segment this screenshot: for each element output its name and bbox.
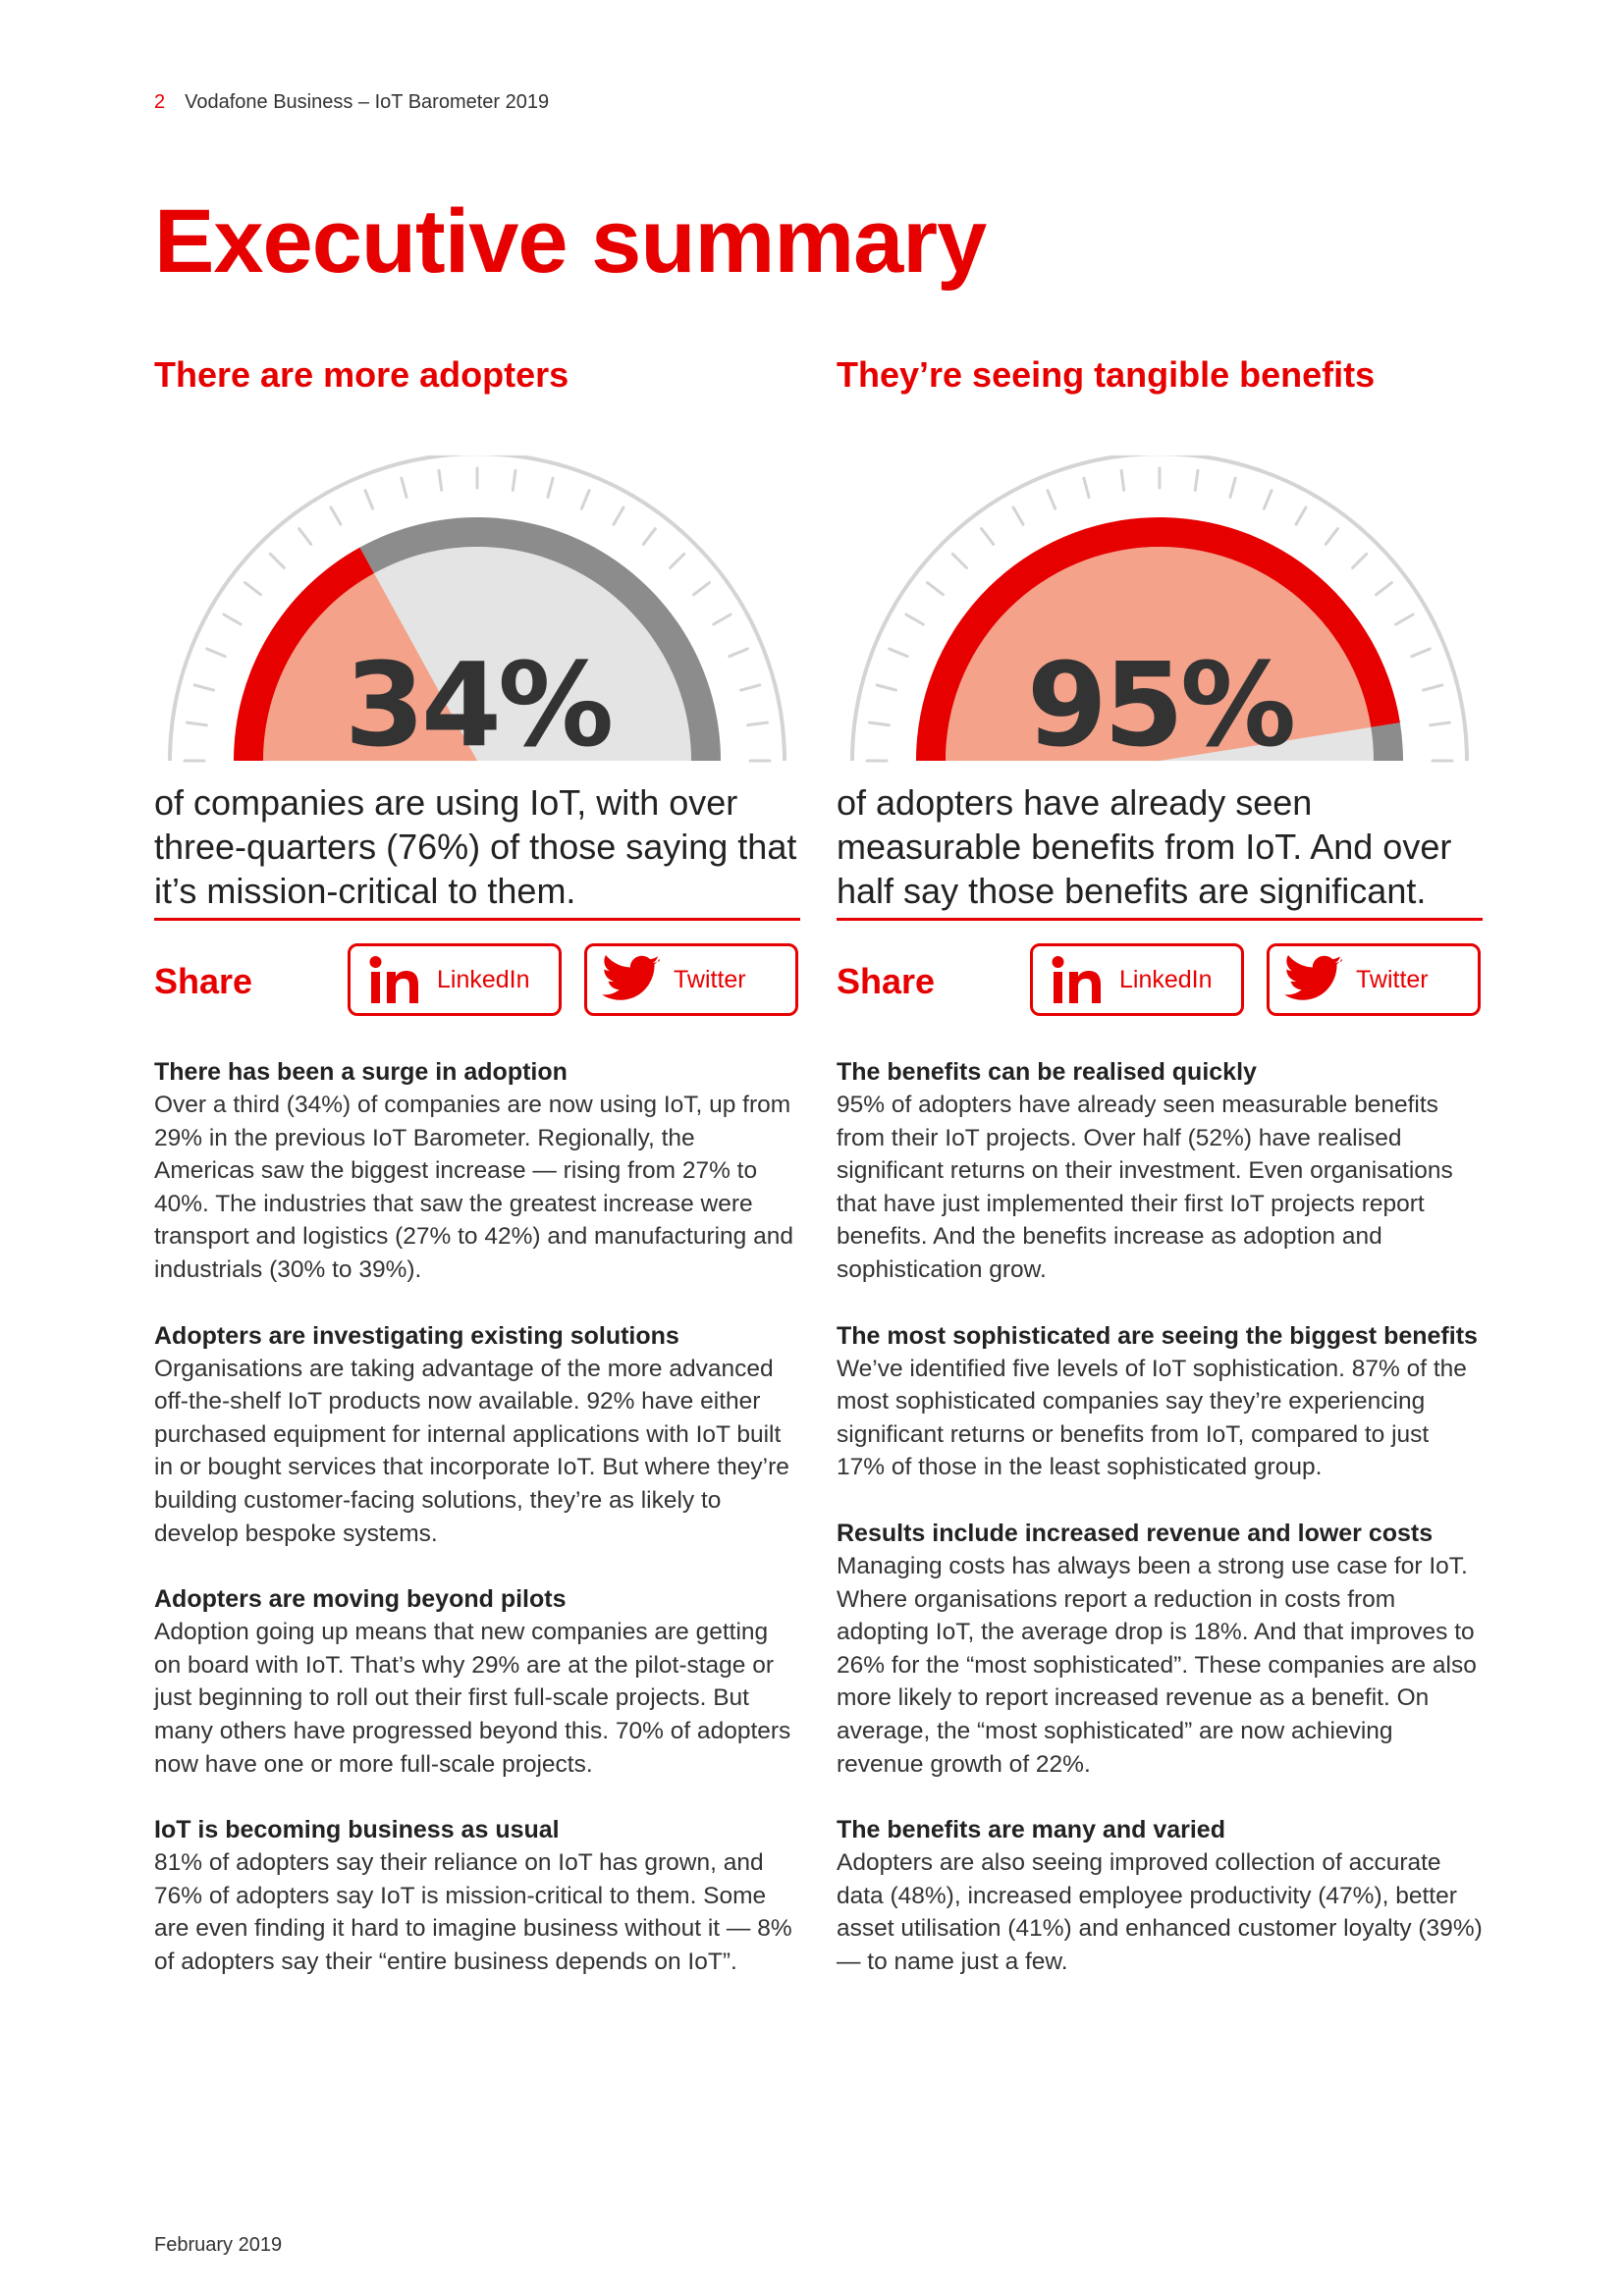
section-text: 95% of adopters have already seen measurable benefits from their IoT projects. Over half (52%) have realised significant returns on their investment. Even organisations that have just implemented their first IoT projects report benefits. And the benefits increase as adoption and sophistication grow. (837, 1092, 1453, 1283)
share-label: Share (154, 961, 253, 1001)
gauge-tick (1412, 649, 1430, 657)
section-title: There has been a surge in adoption (154, 1058, 568, 1086)
gauge-tick (207, 649, 225, 657)
gauge-tick (1296, 507, 1306, 524)
gauge-tick (299, 529, 311, 545)
twitter-label: Twitter (674, 965, 746, 993)
linkedin-icon (1043, 950, 1111, 1009)
column-benefits (837, 353, 1483, 2010)
gauge-tick (581, 491, 589, 508)
gauge-chart (837, 455, 1483, 763)
gauge-tick (1084, 478, 1089, 497)
gauge-tick (1353, 554, 1367, 567)
share-bar (837, 943, 1483, 1020)
section (837, 1813, 1483, 1978)
gauge-tick (741, 685, 760, 690)
section-text: Organisations are taking advantage of the more advanced off-the-shelf IoT products now available. 92% have either purchased equipment for internal applications with IoT built in or bought services that incorporate IoT. But where they’re building customer-facing solutions, they’re as likely to develop bespoke systems. (154, 1355, 789, 1547)
page-title: Executive summary (154, 191, 987, 292)
twitter-share-button[interactable] (1267, 943, 1481, 1016)
twitter-bird-icon (1279, 950, 1348, 1009)
gauge-tick (1396, 614, 1413, 624)
gauge-tick (748, 722, 768, 725)
gauge-tick (188, 722, 207, 725)
gauge-tick (870, 722, 890, 725)
section-title: Adopters are moving beyond pilots (154, 1585, 567, 1614)
section-text: Over a third (34%) of companies are now using IoT, up from 29% in the previous IoT Barometer. Regionally, the Americas saw the biggest increase — rising from 27% to 40%. The industries that saw the greatest increase were transport and logistics (27% to 42%) and manufacturing and industrials (30% to 39%). (154, 1092, 793, 1283)
gauge-tick (906, 614, 923, 624)
gauge-tick (331, 507, 341, 524)
gauge-tick (1195, 471, 1198, 491)
gauge-tick (365, 491, 373, 508)
gauge-tick (270, 554, 284, 567)
section (837, 1319, 1483, 1484)
gauge-tick (402, 478, 406, 497)
section-title: The benefits can be realised quickly (837, 1058, 1257, 1086)
gauge-tick (1048, 491, 1056, 508)
gauge-value: 34% (344, 637, 611, 763)
page-number: 2 (154, 91, 166, 113)
linkedin-share-button[interactable] (1030, 943, 1244, 1016)
gauge-tick (671, 554, 684, 567)
gauge-tick (1264, 491, 1272, 508)
twitter-label: Twitter (1356, 965, 1429, 993)
running-title: Vodafone Business – IoT Barometer 2019 (185, 91, 550, 113)
gauge-tick (614, 507, 623, 524)
gauge-tick (245, 583, 261, 595)
section (837, 1517, 1483, 1781)
gauge-tick (513, 471, 515, 491)
gauge-tick (643, 529, 655, 545)
gauge-tick (928, 583, 944, 595)
gauge-tick (1424, 685, 1442, 690)
section-text: Managing costs has always been a strong use case for IoT. Where organisations report a reduction in costs from adopting IoT, the average drop is 18%. And that improves to 26% for the “most sophisticated”. These companies are also more likely to report increased revenue as a benefit. On average, the “most sophisticated” are now achieving revenue growth of 22%. (837, 1552, 1477, 1778)
section-title: Adopters are investigating existing solutions (154, 1321, 679, 1350)
column-heading: They’re seeing tangible benefits (837, 354, 1376, 395)
twitter-share-button[interactable] (584, 943, 798, 1016)
column-adopters (154, 353, 800, 2010)
gauge-tick (714, 614, 731, 624)
section-title: The benefits are many and varied (837, 1816, 1225, 1844)
gauge-tick (439, 471, 442, 491)
gauge-tick (694, 583, 710, 595)
gauge-tick (194, 685, 213, 690)
divider (837, 918, 1483, 921)
twitter-bird-icon (597, 950, 666, 1009)
divider (154, 918, 800, 921)
lead-statement: of adopters have already seen measurable benefits from IoT. And over half say those benefits are significant. (837, 782, 1452, 911)
share-label: Share (837, 961, 936, 1001)
gauge-tick (1326, 529, 1337, 545)
section (154, 1813, 800, 1978)
body-text (154, 1055, 800, 1978)
section-text: Adoption going up means that new companies are getting on board with IoT. That’s why 29% are at the pilot-stage or just beginning to roll out their first full-scale projects. But many others have progressed beyond this. 70% of adopters now have one or more full-scale projects. (154, 1619, 791, 1778)
gauge-tick (1230, 478, 1235, 497)
gauge-remaining-band (1371, 722, 1403, 761)
gauge-tick (1377, 583, 1392, 595)
footer-date: February 2019 (154, 2234, 283, 2256)
linkedin-share-button[interactable] (348, 943, 562, 1016)
section (837, 1055, 1483, 1287)
linkedin-icon (360, 950, 429, 1009)
linkedin-label: LinkedIn (437, 965, 530, 993)
section-title: The most sophisticated are seeing the biggest benefits (837, 1321, 1478, 1350)
linkedin-label: LinkedIn (1119, 965, 1213, 993)
gauge-tick (1431, 722, 1450, 725)
gauge-tick (1121, 471, 1124, 491)
gauge-value: 95% (1026, 637, 1293, 763)
section-text: 81% of adopters say their reliance on IoT has grown, and 76% of adopters say IoT is mission-critical to them. Some are even finding it hard to imagine business without it — 8% of adopters say their “entire business depends on IoT”. (154, 1849, 792, 1975)
running-header (154, 91, 549, 114)
gauge-tick (1013, 507, 1023, 524)
body-text (837, 1055, 1483, 1978)
column-heading: There are more adopters (154, 354, 569, 395)
section-title: IoT is becoming business as usual (154, 1816, 560, 1844)
section-text: Adopters are also seeing improved collection of accurate data (48%), increased employee productivity (47%), better asset utilisation (41%) and enhanced customer loyalty (39%) — to name just a few. (837, 1849, 1483, 1975)
lead-statement: of companies are using IoT, with over three-quarters (76%) of those saying that it’s mission-critical to them. (154, 782, 797, 911)
gauge-chart (154, 455, 800, 763)
gauge-tick (952, 554, 966, 567)
section (154, 1319, 800, 1551)
gauge-tick (982, 529, 994, 545)
section-title: Results include increased revenue and lower costs (837, 1519, 1434, 1547)
gauge-tick (890, 649, 907, 657)
share-bar (154, 943, 800, 1020)
gauge-tick (224, 614, 241, 624)
section (154, 1582, 800, 1781)
gauge-tick (730, 649, 747, 657)
section-text: We’ve identified five levels of IoT sophistication. 87% of the most sophisticated companies say they’re experiencing significant returns or benefits from IoT, compared to just 17% of those in the least sophisticated group. (837, 1355, 1467, 1481)
gauge-tick (877, 685, 895, 690)
gauge-tick (548, 478, 553, 497)
section (154, 1055, 800, 1287)
